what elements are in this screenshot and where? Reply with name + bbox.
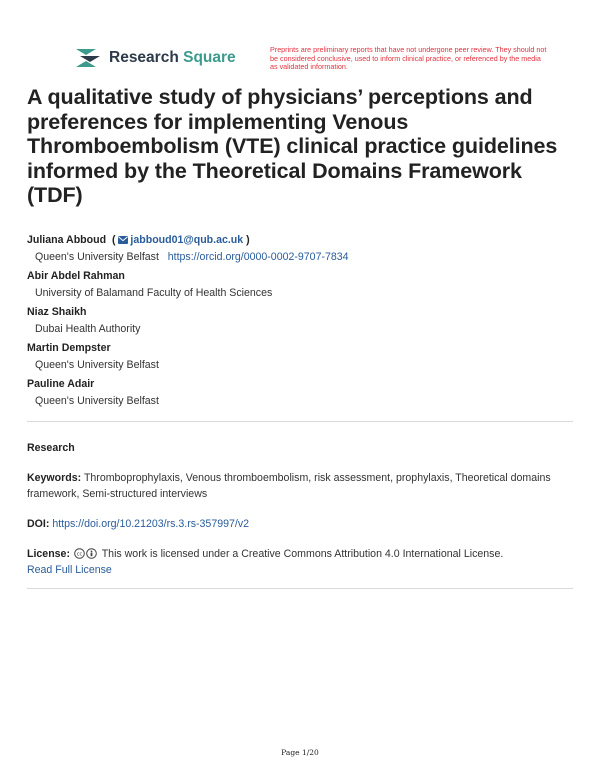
paper-title: A qualitative study of physicians’ perceptions and preferences for implementing Venous Thromboembolism (VTE) clinical practice guidelines informed by the Theoretical Domains Framework (TDF)	[27, 85, 558, 208]
research-square-logo-icon	[74, 47, 102, 69]
keywords-section	[27, 470, 573, 502]
keywords-label: Keywords:	[27, 472, 82, 484]
orcid-link[interactable]: https://orcid.org/0000-0002-9707-7834	[167, 251, 349, 263]
doi-link[interactable]: https://doi.org/10.21203/rs.3.rs-357997/v2	[52, 518, 250, 530]
svg-text:cc: cc	[76, 551, 83, 558]
affiliation-text: Queen's University Belfast	[35, 251, 159, 263]
author-affiliation: Queen's University Belfast	[35, 359, 159, 371]
creative-commons-icon	[74, 548, 98, 559]
author-affiliation	[27, 249, 573, 268]
author-name-text: Juliana Abboud	[27, 234, 107, 246]
preprint-disclaimer: Preprints are preliminary reports that have not undergone peer review. They should not be considered conclusive, used to inform clinical practice, or referenced by the media as validated information.	[270, 45, 547, 71]
keywords-value: Thromboprophylaxis, Venous thromboembolism, risk assessment, prophylaxis, Theoretical domains framework, Semi-structured interviews	[27, 472, 551, 500]
author-email-link[interactable]	[118, 234, 246, 246]
license-text: This work is licensed under a Creative Commons Attribution 4.0 International License.	[101, 548, 504, 560]
doi-section	[27, 516, 573, 532]
brand-word-square: Square	[183, 49, 236, 67]
page-number: Page 1/20	[281, 748, 319, 757]
research-square-logo[interactable]	[74, 47, 236, 69]
author-affiliation: Dubai Health Authority	[35, 323, 141, 335]
brand-name	[109, 50, 236, 66]
author-name: Juliana Abboud ( jabboud01@qub.ac.uk )	[27, 234, 250, 246]
doi-label: DOI:	[27, 518, 50, 530]
author-list	[27, 232, 573, 412]
article-type-text: Research	[27, 442, 75, 454]
article-type	[27, 440, 573, 456]
brand-word-research: Research	[109, 49, 179, 67]
author-name: Abir Abdel Rahman	[27, 270, 125, 282]
envelope-icon	[118, 236, 128, 244]
section-divider	[27, 421, 573, 422]
author-email-text: jabboud01@qub.ac.uk	[130, 234, 244, 246]
read-full-license-link[interactable]: Read Full License	[27, 564, 112, 576]
author-affiliation: University of Balamand Faculty of Health Sciences	[35, 287, 273, 299]
author-affiliation: Queen's University Belfast	[35, 395, 159, 407]
author-name: Pauline Adair	[27, 378, 95, 390]
section-divider	[27, 588, 573, 589]
license-label: License:	[27, 548, 70, 560]
author-name: Niaz Shaikh	[27, 306, 87, 318]
author-name: Martin Dempster	[27, 342, 111, 354]
license-section	[27, 546, 573, 578]
